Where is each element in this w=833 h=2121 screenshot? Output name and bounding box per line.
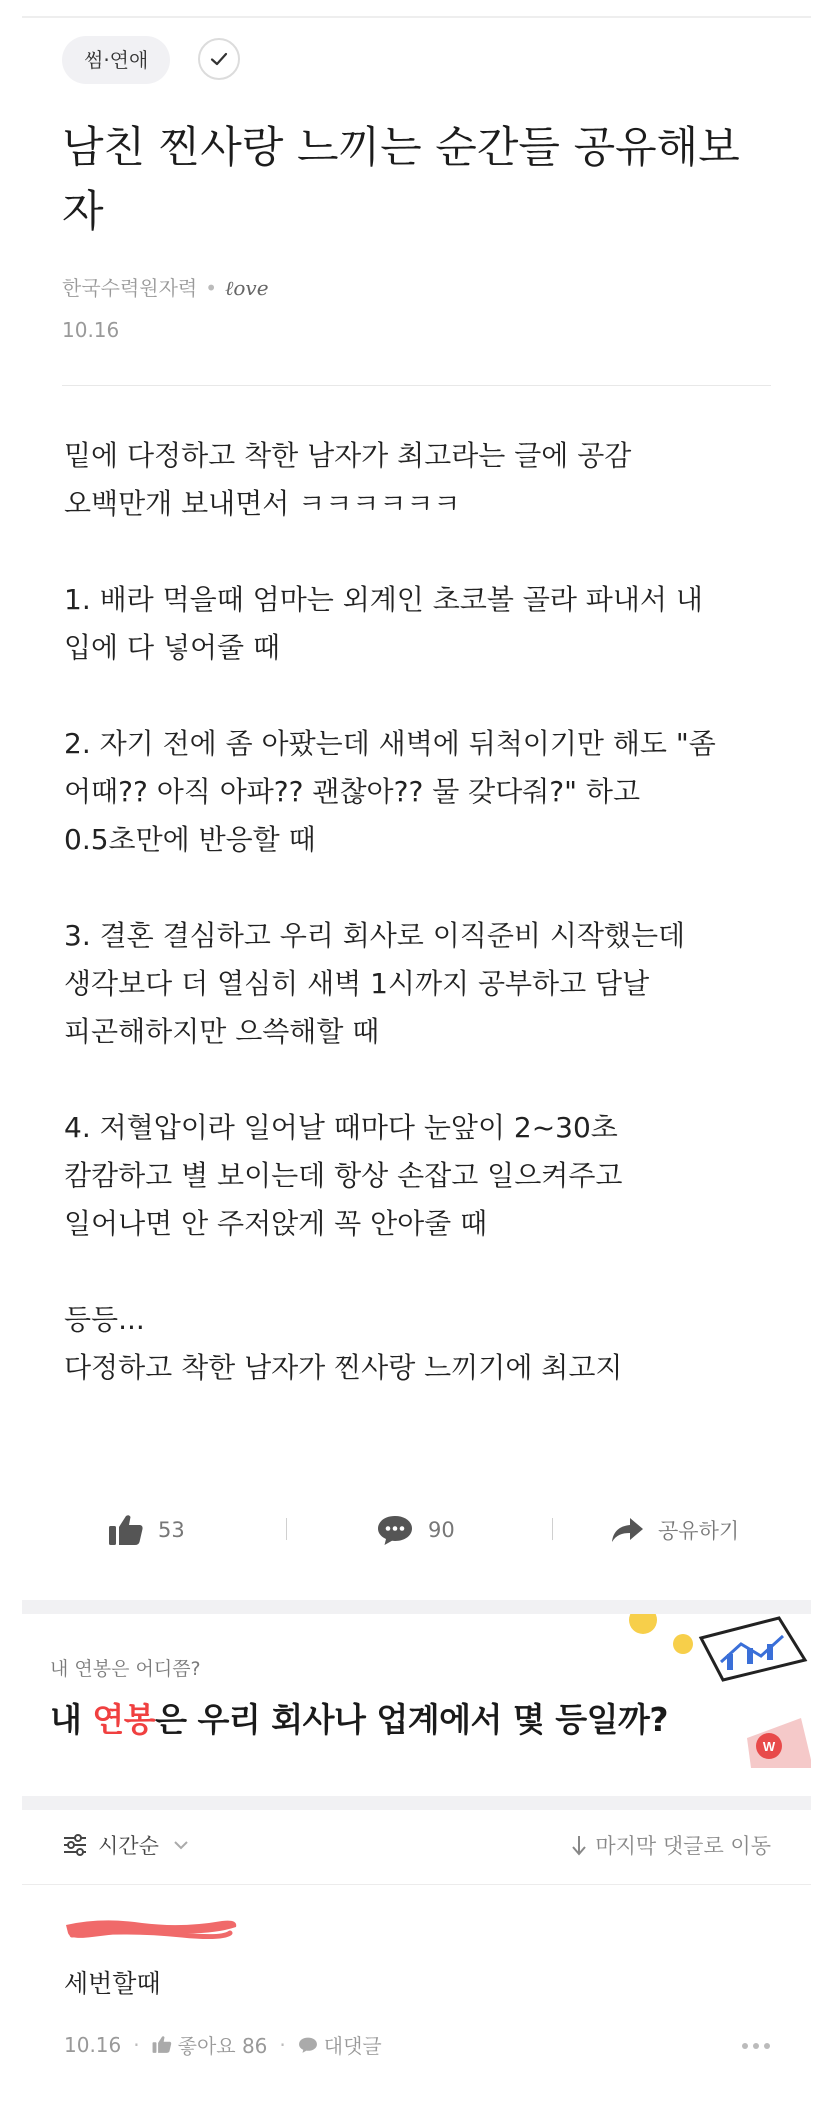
jump-label: 마지막 댓글로 이동 — [595, 1834, 771, 1858]
action-separator — [286, 1518, 287, 1540]
post-body: 밑에 다정하고 착한 남자가 최고라는 글에 공감 오백만개 보내면서 ㅋㅋㅋㅋㅋㅋ 1. 배라 먹을때 엄마는 외계인 초코볼 골라 파내서 내 입에 다 넣어줄 때 2. 자기 전에 좀 아팠는데 새벽에 뒤척이기만 해도 "좀 어때?? 아직 아파?? 괜찮아?? 물 갖다줘?" 하고 0.5초만에 반응할 때 3. 결혼 결심하고 우리 회사로 이직준비 시작했는데 생각보다 더 열심히 새벽 1시까지 공부하고 담날 피곤해하지만 으쓱해할 때 4. 저혈압이라 일어날 때마다 눈앞이 2~30초 캄캄하고 별 보이는데 항상 손잡고 일으켜주고 일어나면 안 주저앉게 꼭 안아줄 때 등등... 다정하고 착한 남자가 찐사랑 느끼기에 최고지 — [64, 439, 716, 1384]
check-button[interactable] — [198, 38, 240, 80]
thumbs-up-icon — [108, 1513, 144, 1547]
chevron-down-icon — [173, 1840, 189, 1850]
comment-count: 90 — [428, 1518, 455, 1542]
comment-body: 세번할때 — [64, 1969, 161, 1998]
ad-headline-highlight: 연봉 — [92, 1700, 156, 1739]
comment-bubble-icon — [376, 1513, 414, 1547]
author-name[interactable]: 한국수력원자력 — [62, 276, 198, 300]
author-line[interactable] — [62, 272, 269, 301]
thumbs-up-icon — [152, 2035, 172, 2054]
action-separator — [552, 1518, 553, 1540]
svg-text:W: W — [762, 1739, 776, 1754]
comment-like-label: 좋아요 86 — [177, 2034, 268, 2058]
ad-headline-post: 은 우리 회사나 업계에서 몇 등일까? — [155, 1700, 669, 1739]
share-button[interactable] — [610, 1502, 739, 1558]
separator-dot: · — [279, 2032, 286, 2057]
arrow-down-icon — [571, 1834, 587, 1856]
post-date: 10.16 — [62, 318, 120, 342]
comment-like-button[interactable] — [152, 2030, 268, 2059]
ad-headline — [50, 1694, 668, 1741]
comment-meta — [64, 2030, 382, 2059]
check-icon — [209, 49, 229, 69]
comment-bubble-icon — [298, 2036, 318, 2054]
category-tag[interactable]: 썸·연애 — [62, 36, 170, 84]
top-divider — [22, 16, 811, 18]
reply-button[interactable] — [298, 2030, 382, 2059]
chart-illustration — [551, 1614, 811, 1768]
ad-banner[interactable] — [22, 1600, 811, 1810]
like-button[interactable] — [108, 1502, 185, 1558]
author-signature: ℓove — [225, 276, 269, 300]
sort-dropdown[interactable] — [62, 1830, 189, 1860]
separator-dot: • — [205, 276, 218, 300]
more-icon[interactable] — [741, 2042, 771, 2050]
sort-icon — [62, 1834, 88, 1856]
redacted-username — [62, 1915, 242, 1945]
action-bar — [22, 1502, 811, 1558]
sort-label: 시간순 — [98, 1834, 159, 1858]
reply-label: 대댓글 — [323, 2034, 382, 2058]
separator-dot: · — [133, 2032, 140, 2057]
ad-subtitle: 내 연봉은 어디쯤? — [50, 1658, 201, 1680]
like-count: 53 — [158, 1518, 185, 1542]
jump-to-last-comment[interactable] — [571, 1830, 771, 1860]
content-divider — [62, 385, 771, 386]
share-arrow-icon — [610, 1516, 644, 1544]
comment-sort-bar — [22, 1810, 811, 1885]
ad-headline-pre: 내 — [50, 1700, 93, 1739]
post-title: 남친 찐사랑 느끼는 순간들 공유해보자 — [62, 123, 740, 237]
comment-date: 10.16 — [64, 2032, 122, 2057]
comment-button[interactable] — [376, 1502, 455, 1558]
share-label: 공유하기 — [658, 1519, 740, 1543]
